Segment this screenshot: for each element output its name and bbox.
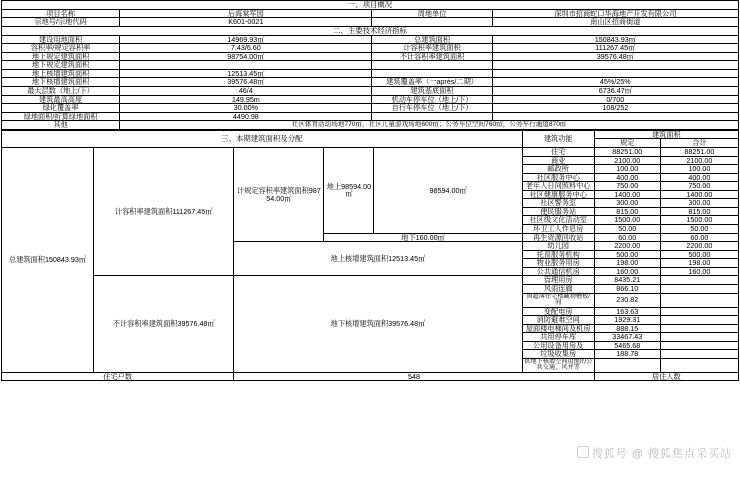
ind-label-4: 地上核增建筑面积 (2, 69, 120, 78)
ind-label-8: 绿化覆盖率 (2, 104, 120, 113)
alloc-c3-2: 100.00 (660, 165, 738, 174)
alloc-c1-19: 1929.31 (594, 316, 660, 325)
alloc-use-12: 托育服务机构 (522, 250, 594, 259)
alloc-use-19: 消防避难空间 (522, 316, 594, 325)
ind-label-2: 地上规定建筑面积 (2, 52, 120, 61)
section-3-title: 三、本期建筑面积及分配 (2, 130, 523, 147)
alloc-c1-16: 866.10 (594, 284, 660, 293)
alloc-above-reg-value: 地上98594.00㎡ (324, 147, 374, 233)
ind-label2-9 (372, 112, 492, 121)
alloc-c3-19 (660, 316, 738, 325)
alloc-c1-2: 100.00 (594, 165, 660, 174)
alloc-c3-6: 300.00 (660, 199, 738, 208)
ind-value2-6: 6736.47㎡ (492, 87, 738, 96)
alloc-c3-17 (660, 293, 738, 307)
ind-value-1: 7.43/6.60 (120, 44, 372, 53)
alloc-c1-24 (594, 358, 660, 372)
alloc-c3-23 (660, 350, 738, 359)
alloc-c3-14: 160.00 (660, 267, 738, 276)
alloc-c3-5: 1400.00 (660, 190, 738, 199)
ind-label2-5: 建筑覆盖率（一après/二期） (372, 78, 492, 87)
alloc-use-17: 窗超薄住宅楼藏物槽板/间 (522, 293, 594, 307)
alloc-c1-20: 888.15 (594, 324, 660, 333)
ind-label-6: 最大层数（地上/下） (2, 87, 120, 96)
ind-label-3: 地下规定建筑面积 (2, 61, 120, 70)
ind-value-5: 39576.48㎡ (120, 78, 372, 87)
watermark-icon (577, 446, 589, 458)
row-label-land-unit: 周地单位 (372, 9, 492, 18)
alloc-use-15: 管理用房 (522, 276, 594, 285)
ind-label-5: 地下核增建筑面积 (2, 78, 120, 87)
watermark (577, 445, 732, 461)
alloc-use-10: 再生资源回收站 (522, 233, 594, 242)
alloc-header-c1: 规定 (594, 139, 660, 148)
alloc-c3-18 (660, 307, 738, 316)
alloc-c1-10: 60.00 (594, 233, 660, 242)
row-value-parcel-code: K601-0021 (120, 18, 372, 27)
alloc-footer-label: 住宅户数 (2, 372, 234, 381)
ind-value-7: 149.95m (120, 95, 372, 104)
alloc-use-20: 屋面楼电梯间及机房 (522, 324, 594, 333)
ind-label2-0: 总建筑面积 (372, 35, 492, 44)
alloc-use-5: 社区健康服务中心 (522, 190, 594, 199)
ind-label2-2: 不计容积率建筑面积 (372, 52, 492, 61)
ind-value2-8: 108/252 (492, 104, 738, 113)
alloc-use-13: 物业服务用房 (522, 259, 594, 268)
alloc-c1-12: 500.00 (594, 250, 660, 259)
row-value-land-location: 南山区招商街道 (492, 18, 738, 27)
alloc-use-24: 供地下核增空间用地的公共交通、风井等 (522, 358, 594, 372)
alloc-c3-13: 198.00 (660, 259, 738, 268)
alloc-c1-0: 88251.00 (594, 147, 660, 156)
section-2-title: 二、主要技术经济指标 (2, 26, 739, 35)
ind-value2-2: 39576.48㎡ (492, 52, 738, 61)
alloc-use-1: 商业 (522, 156, 594, 165)
alloc-c3-10: 60.00 (660, 233, 738, 242)
alloc-c1-15: 8435.21 (594, 276, 660, 285)
alloc-c3-24 (660, 358, 738, 372)
alloc-above-reg-value2: 98594.00㎡ (374, 147, 522, 233)
ind-value2-7: 0/700 (492, 95, 738, 104)
alloc-c1-9: 50.00 (594, 225, 660, 234)
alloc-c1-22: 5465.68 (594, 341, 660, 350)
alloc-use-16: 风雨连廊 (522, 284, 594, 293)
alloc-c3-15 (660, 276, 738, 285)
ind-value-6: 46/4 (120, 87, 372, 96)
alloc-c3-21 (660, 333, 738, 342)
ind-value2-3 (492, 61, 738, 70)
ind-label-7: 建筑最高高度 (2, 95, 120, 104)
alloc-header-area: 建筑面积 (594, 130, 738, 139)
alloc-total-label: 总建筑面积150843.93㎡ (2, 147, 94, 372)
alloc-c3-12: 500.00 (660, 250, 738, 259)
ind-label2-3 (372, 61, 492, 70)
ind-label2-7: 机动车停车位（地上/下） (372, 95, 492, 104)
row-label-parcel-code: 宗地号/宗地代码 (2, 18, 120, 27)
alloc-use-8: 社区级文化活动室 (522, 216, 594, 225)
alloc-c1-23: 188.78 (594, 350, 660, 359)
watermark-text: 搜狐号 @ 搜狐焦点采买站 (591, 448, 732, 460)
ind-label-9: 绿地面积/折算绿地面积 (2, 112, 120, 121)
ind-value2-5: 45%/25% (492, 78, 738, 87)
alloc-c3-0: 88251.00 (660, 147, 738, 156)
alloc-c1-6: 300.00 (594, 199, 660, 208)
alloc-c1-1: 2100.00 (594, 156, 660, 165)
alloc-use-23: 垃圾收集房 (522, 350, 594, 359)
alloc-use-11: 幼儿园 (522, 242, 594, 251)
ind-label-0: 建设用地面积 (2, 35, 120, 44)
alloc-c3-20 (660, 324, 738, 333)
alloc-c3-1: 2100.00 (660, 156, 738, 165)
alloc-c3-7: 815.00 (660, 207, 738, 216)
alloc-use-21: 共用停车库 (522, 333, 594, 342)
ind-value-4: 12513.45㎡ (120, 69, 372, 78)
alloc-use-9: 环卫工人作息房 (522, 225, 594, 234)
other-value: 社区体育活动场地770㎡，社区儿童游戏场地600㎡；公务车位空间760㎡，公务车行通道870㎡ (120, 121, 739, 130)
section-1-title: 一、项目概况 (2, 1, 739, 10)
alloc-c3-11: 2200.00 (660, 242, 738, 251)
ind-value-2: 98754.00㎡ (120, 52, 372, 61)
alloc-c1-4: 750.00 (594, 182, 660, 191)
alloc-use-4: 老年人日间照料中心 (522, 182, 594, 191)
alloc-use-0: 住宅 (522, 147, 594, 156)
alloc-use-18: 变配电房 (522, 307, 594, 316)
alloc-c1-17: 230.82 (594, 293, 660, 307)
ind-label2-1: 计容积率建筑面积 (372, 44, 492, 53)
alloc-use-6: 社区警务室 (522, 199, 594, 208)
alloc-c3-4: 750.00 (660, 182, 738, 191)
alloc-above-reg-label: 计规定容积率建筑面积98754.00㎡ (234, 147, 324, 241)
alloc-use-14: 公共通信机房 (522, 267, 594, 276)
overview-table (1, 0, 739, 130)
row-value-project-name: 后海棠军园 (120, 9, 372, 18)
alloc-c3-8: 1500.00 (660, 216, 738, 225)
alloc-fr-label: 计容积率建筑面积111267.45㎡ (94, 147, 234, 275)
alloc-c1-14: 160.00 (594, 267, 660, 276)
alloc-c1-5: 1400.00 (594, 190, 660, 199)
ind-value2-1: 111267.45㎡ (492, 44, 738, 53)
alloc-c1-18: 163.63 (594, 307, 660, 316)
alloc-header-c3: 合计 (660, 139, 738, 148)
alloc-use-3: 社区服务中心 (522, 173, 594, 182)
row-label-project-name: 项目名称 (2, 9, 120, 18)
alloc-c1-3: 400.00 (594, 173, 660, 182)
ind-label-1: 容积率/规定容积率 (2, 44, 120, 53)
alloc-c3-22 (660, 341, 738, 350)
ind-value2-9 (492, 112, 738, 121)
alloc-footer-right: 居住人数 (594, 372, 738, 381)
alloc-c3-16 (660, 284, 738, 293)
alloc-use-7: 便民服务站 (522, 207, 594, 216)
alloc-c1-21: 33467.43 (594, 333, 660, 342)
alloc-c3-9: 50.00 (660, 225, 738, 234)
allocation-table (1, 130, 739, 382)
ind-value-0: 14969.93㎡ (120, 35, 372, 44)
alloc-above-add-label: 地上核增建筑面积12513.45㎡ (234, 242, 522, 276)
alloc-nfr-label: 不计容积率建筑面积39576.48㎡ (94, 276, 234, 373)
ind-label2-8: 自行车停车位（地上/下） (372, 104, 492, 113)
alloc-c1-11: 2200.00 (594, 242, 660, 251)
alloc-footer-value: 548 (234, 372, 594, 381)
alloc-use-22: 公用设备用房及 (522, 341, 594, 350)
alloc-c1-8: 1500.00 (594, 216, 660, 225)
alloc-c1-13: 198.00 (594, 259, 660, 268)
alloc-c3-3: 400.00 (660, 173, 738, 182)
ind-value-8: 30.00% (120, 104, 372, 113)
ind-value2-0: 150843.93㎡ (492, 35, 738, 44)
alloc-below-add-label: 地下核增建筑面积39576.48㎡ (234, 276, 522, 373)
row-value-land-unit: 深圳市招商蛇口华海地产开发有限公司 (492, 9, 738, 18)
alloc-header-use: 建筑功能 (522, 130, 594, 147)
alloc-use-2: 邮政所 (522, 165, 594, 174)
ind-label2-6: 建筑基底面积 (372, 87, 492, 96)
other-label: 其他 (2, 121, 120, 130)
ind-value-9: 4490.98 (120, 112, 372, 121)
alloc-below-reg-value: 地下160.00㎡ (324, 233, 522, 242)
alloc-c1-7: 815.00 (594, 207, 660, 216)
